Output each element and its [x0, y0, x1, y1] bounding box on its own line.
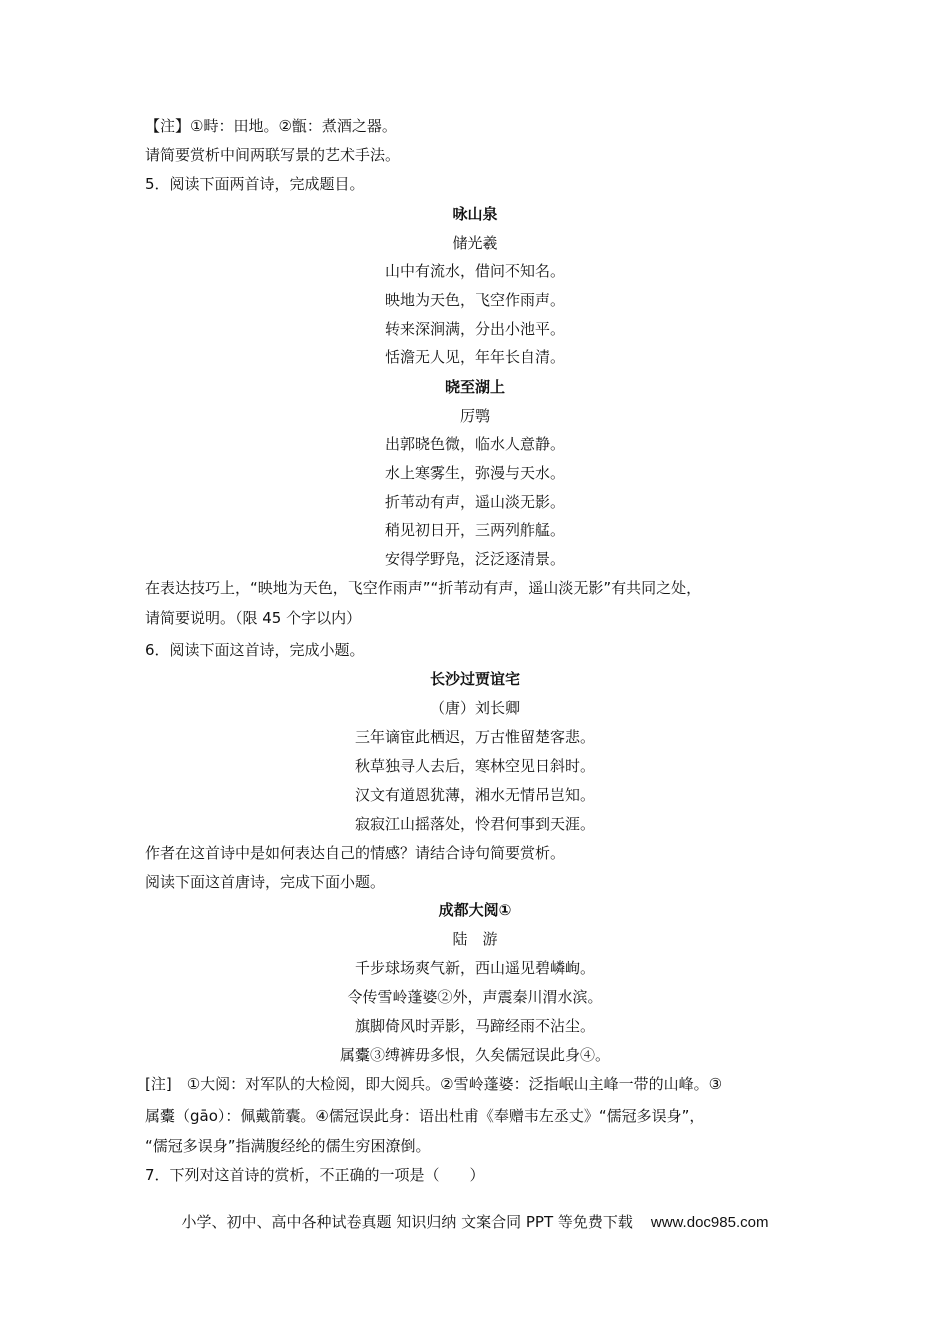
question-text: 作者在这首诗中是如何表达自己的情感？请结合诗句简要赏析。 — [145, 844, 566, 862]
question-heading-5: 5．阅读下面两首诗，完成题目。 — [145, 175, 365, 193]
poem-line: 秋草独寻人去后，寒林空见日斜时。 — [354, 757, 595, 775]
poem-author: （唐）刘长卿 — [429, 699, 520, 717]
question-heading-7: 7．下列对这首诗的赏析，不正确的一项是（ ） — [145, 1166, 485, 1184]
question-text: 在表达技巧上，“映地为天色，飞空作雨声”“折苇动有声，遥山淡无影”有共同之处， — [145, 579, 702, 597]
poem-author: 储光羲 — [452, 234, 498, 252]
poem-line: 映地为天色，飞空作雨声。 — [384, 291, 565, 309]
question-text: 请简要赏析中间两联写景的艺术手法。 — [145, 146, 401, 164]
poem-line: 水上寒雾生，弥漫与天水。 — [384, 464, 565, 482]
poem-line: 属櫜③缚裤毋多恨，久矣儒冠误此身④。 — [339, 1046, 610, 1064]
poem-title-chang-sha: 长沙过贾谊宅 — [429, 670, 520, 688]
footer-site-link[interactable]: www.doc985.com — [650, 1214, 769, 1231]
poem-line: 三年谪宦此栖迟，万古惟留楚客悲。 — [354, 728, 595, 746]
poem-line: 山中有流水，借问不知名。 — [384, 262, 565, 280]
poem-line: 汉文有道恩犹薄，湘水无情吊岂知。 — [354, 786, 595, 804]
poem-author: 厉鹗 — [459, 407, 490, 425]
poem-title-yong-shan-quan: 咏山泉 — [452, 205, 498, 223]
poem-line: 稍见初日开，三两列舴艋。 — [384, 521, 565, 539]
note-line: “儒冠多误身”指满腹经纶的儒生穷困潦倒。 — [145, 1137, 431, 1155]
poem-line: 旗脚倚风时弄影，马蹄经雨不沾尘。 — [354, 1017, 595, 1035]
poem-author: 陆 游 — [452, 930, 498, 948]
question-text: 请简要说明。（限 45 个字以内） — [145, 609, 362, 627]
note-line: 属櫜（gāo）：佩戴箭囊。④儒冠误此身：语出杜甫《奉赠韦左丞丈》“儒冠多误身”， — [145, 1107, 705, 1125]
note-line: [注] ①大阅：对军队的大检阅，即大阅兵。②雪岭蓬婆：泛指岷山主峰一带的山峰。③ — [145, 1075, 723, 1093]
poem-line: 出郭晓色微，临水人意静。 — [384, 435, 565, 453]
poem-line: 令传雪岭蓬婆②外，声震秦川渭水滨。 — [347, 988, 603, 1006]
poem-line: 转来深涧满，分出小池平。 — [384, 320, 565, 338]
footer — [0, 1212, 950, 1233]
poem-line: 折苇动有声，遥山淡无影。 — [384, 493, 565, 511]
footer-text: 小学、初中、高中各种试卷真题 知识归纳 文案合同 PPT 等免费下载 — [181, 1213, 633, 1231]
poem-line: 恬澹无人见，年年长自清。 — [384, 348, 565, 366]
poem-line: 千步球场爽气新，西山遥见碧嶙峋。 — [354, 959, 595, 977]
poem-title-cheng-du: 成都大阅① — [438, 901, 512, 919]
poem-line: 安得学野凫，泛泛逐清景。 — [384, 550, 565, 568]
question-text: 阅读下面这首唐诗，完成下面小题。 — [145, 873, 386, 891]
poem-title-xiao-zhi-hu-shang: 晓至湖上 — [444, 378, 505, 396]
question-heading-6: 6．阅读下面这首诗，完成小题。 — [145, 641, 365, 659]
note-line: 【注】①畤：田地。②甑：煮酒之器。 — [145, 117, 397, 135]
poem-line: 寂寂江山摇落处，怜君何事到天涯。 — [354, 815, 595, 833]
